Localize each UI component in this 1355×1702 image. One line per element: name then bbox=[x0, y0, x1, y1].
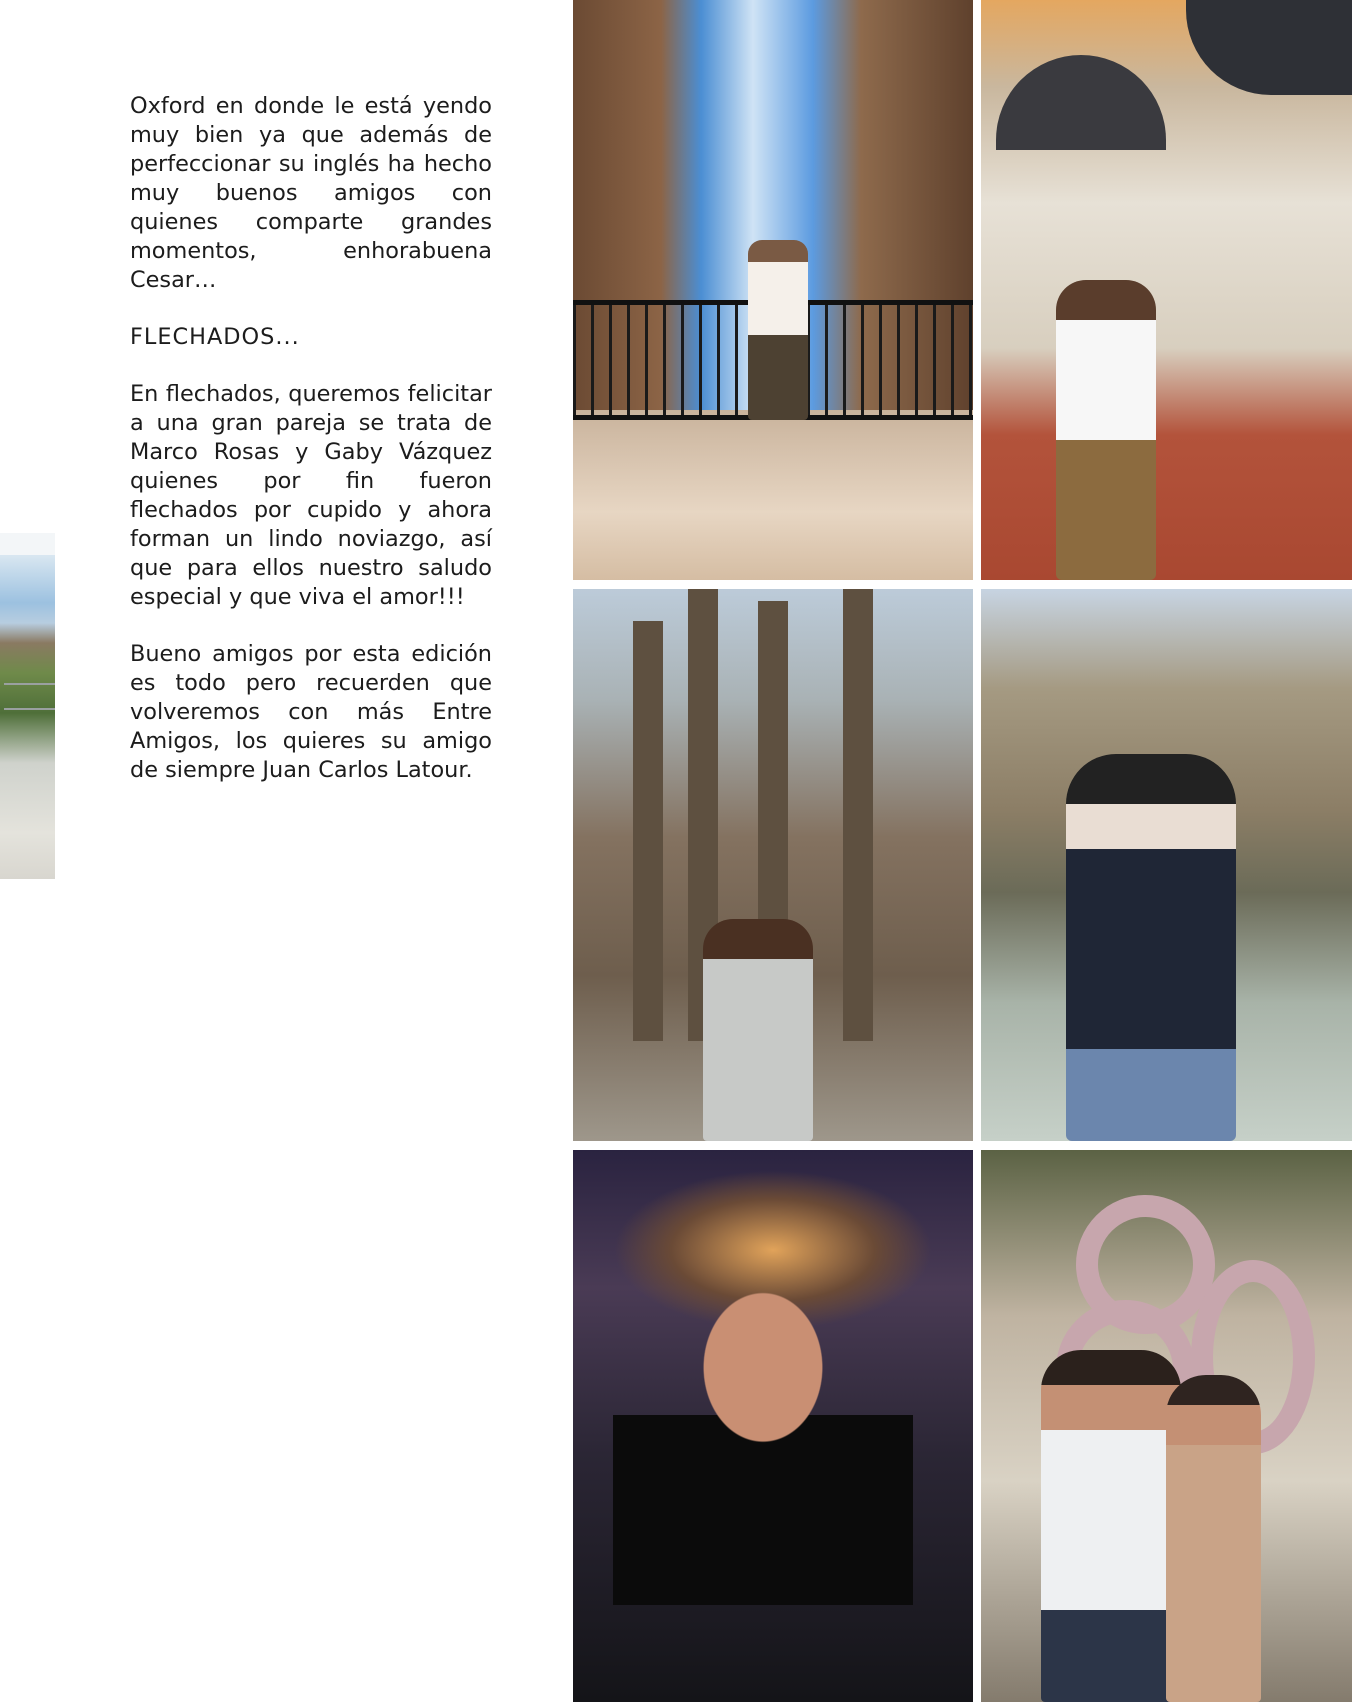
photo-dome bbox=[1186, 0, 1352, 95]
article-paragraph-closing: Bueno amigos por esta edición es todo pero recuerden que volveremos con más Entre Amigos, los quieres su amigo de siempre Juan Carlos Latour. bbox=[130, 641, 492, 783]
article-paragraph-flechados: En flechados, queremos felicitar a una gran pareja se trata de Marco Rosas y Gaby Vázquez quienes por fin fueron flechados por cupido y ahora forman un lindo noviazgo, así que para ellos nuestro saludo especial y que viva el amor!!! bbox=[130, 381, 492, 610]
cropped-edge-photo bbox=[0, 533, 55, 879]
photo-person bbox=[1066, 754, 1236, 1141]
photo-spire bbox=[633, 621, 663, 1041]
section-heading-flechados: FLECHADOS... bbox=[130, 324, 300, 350]
photo-railing bbox=[4, 683, 55, 685]
article-paragraph-oxford: Oxford en donde le está yendo muy bien ya que además de perfeccionar su inglés ha hecho muy buenos amigos con quienes comparte grandes momentos, enhorabuena Cesar… bbox=[130, 93, 492, 293]
photo-person bbox=[703, 919, 813, 1141]
photo-spire bbox=[843, 589, 873, 1041]
photo-person bbox=[1041, 1350, 1181, 1702]
photo-person bbox=[1166, 1375, 1261, 1702]
photo-dome bbox=[996, 55, 1166, 150]
photo-couple-balloons bbox=[981, 1150, 1352, 1702]
photo-person bbox=[613, 1275, 913, 1605]
photo-sagrada-familia bbox=[573, 589, 973, 1141]
photo-restaurant-drink bbox=[573, 1150, 973, 1702]
photo-floor bbox=[573, 410, 973, 580]
photo-basilica-dome bbox=[981, 0, 1352, 580]
article-column bbox=[130, 92, 492, 813]
photo-person bbox=[748, 240, 808, 420]
photo-westminster bbox=[981, 589, 1352, 1141]
photo-colosseum-arch bbox=[573, 0, 973, 580]
photo-railing bbox=[4, 708, 55, 710]
photo-person bbox=[1056, 280, 1156, 580]
